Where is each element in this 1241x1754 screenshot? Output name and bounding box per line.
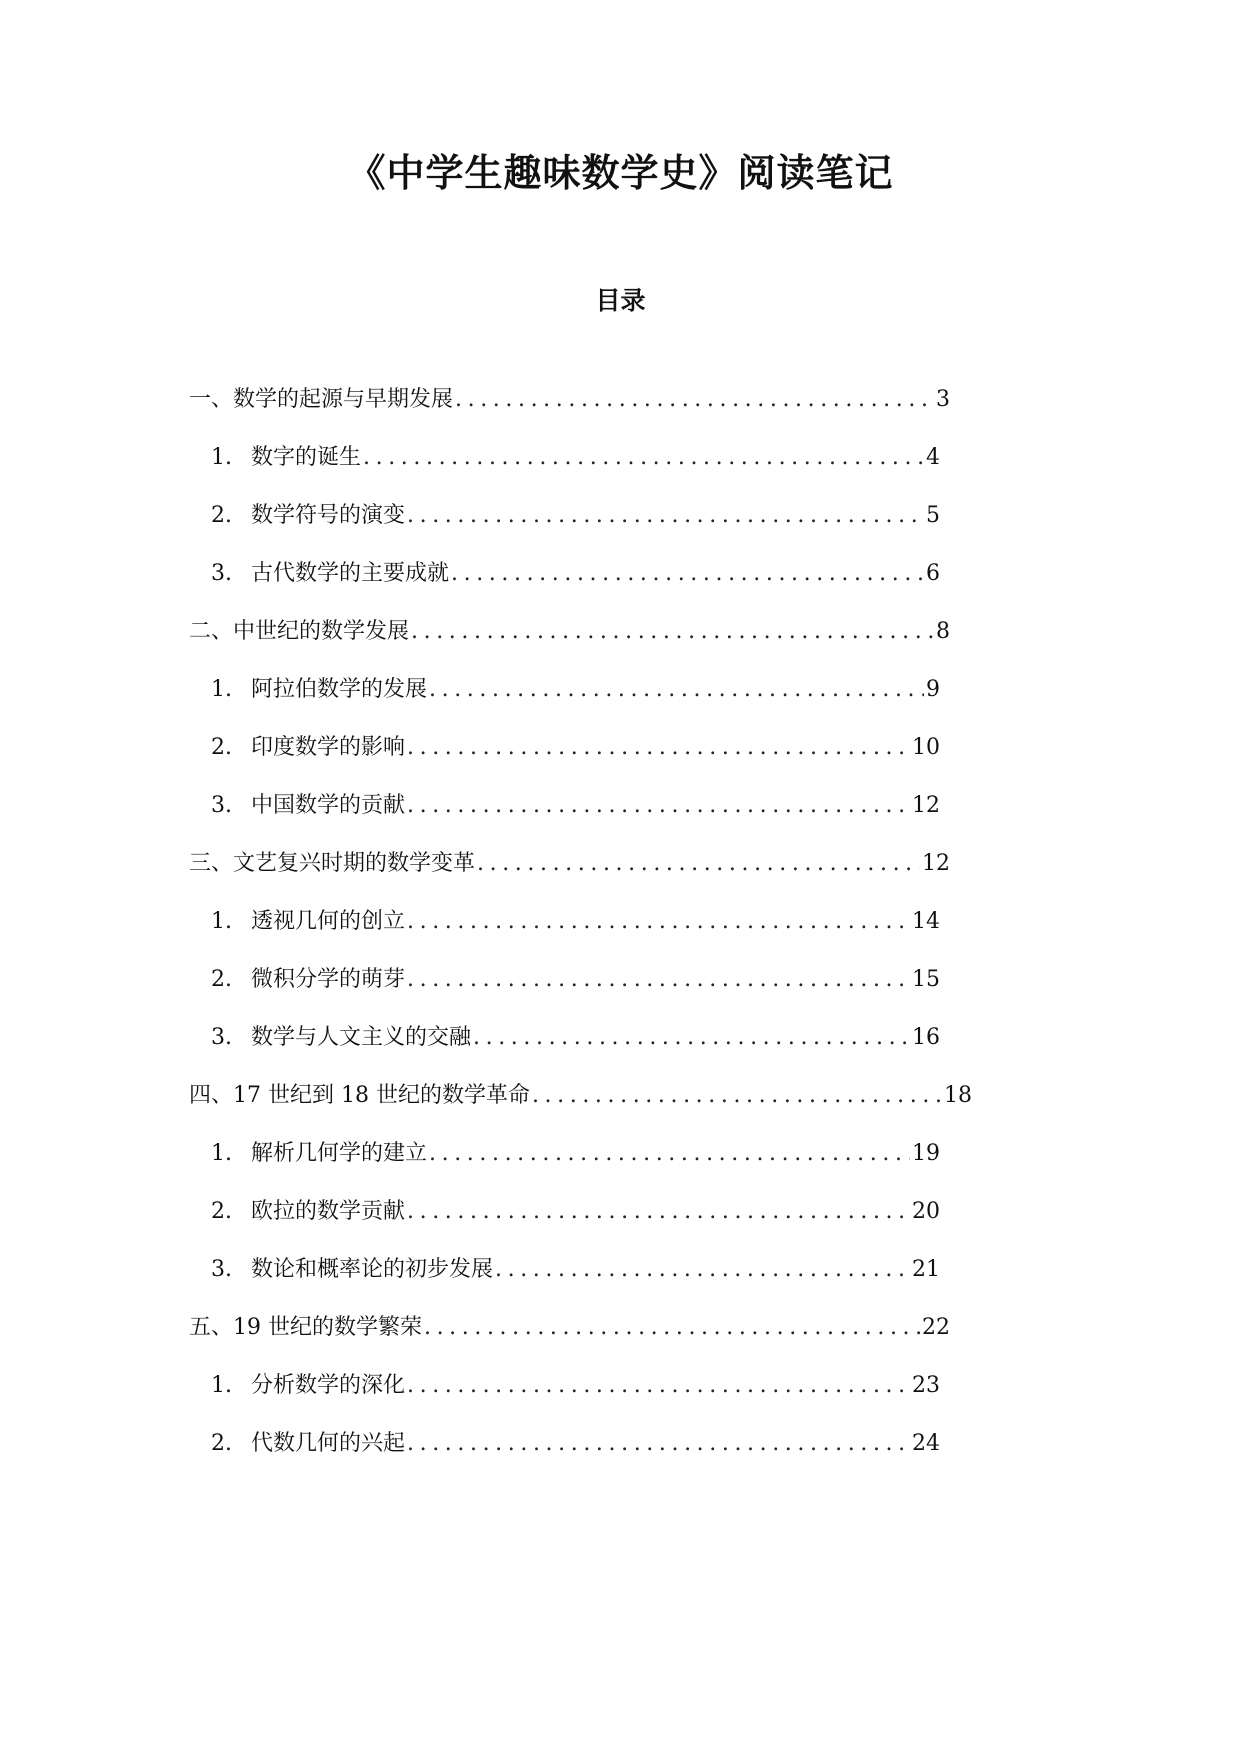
toc-entry-label: 阿拉伯数学的发展	[251, 677, 428, 702]
dot-leader	[451, 556, 924, 592]
toc-entry-label: 解析几何学的建立	[251, 1141, 428, 1166]
toc-entry-page: 3	[936, 387, 950, 412]
toc-section-entry[interactable]	[189, 614, 950, 650]
toc-entry-label: 印度数学的影响	[251, 735, 406, 760]
toc-entry-page: 23	[912, 1373, 940, 1398]
toc-entry-page: 4	[926, 445, 940, 470]
dot-leader	[477, 846, 920, 882]
dot-leader	[407, 730, 910, 766]
toc-entry-page: 8	[936, 619, 950, 644]
toc-entry-page: 20	[912, 1199, 940, 1224]
toc-subsection-entry[interactable]	[211, 788, 940, 824]
toc-entry-label: 二、中世纪的数学发展	[189, 619, 410, 644]
dot-leader	[407, 498, 924, 534]
toc-entry-label: 数论和概率论的初步发展	[251, 1257, 494, 1282]
dot-leader	[407, 904, 910, 940]
toc-subsection-entry[interactable]	[211, 556, 940, 592]
toc-entry-label: 透视几何的创立	[251, 909, 406, 934]
toc-entry-label: 代数几何的兴起	[251, 1431, 406, 1456]
toc-subsection-entry[interactable]	[211, 730, 940, 766]
toc-entry-page: 18	[944, 1083, 972, 1108]
toc-subsection-entry[interactable]	[211, 1426, 940, 1462]
toc-section-entry[interactable]	[189, 1078, 972, 1114]
toc-subsection-entry[interactable]	[211, 904, 940, 940]
dot-leader	[363, 440, 924, 476]
dot-leader	[407, 1426, 910, 1462]
toc-entry-page: 12	[912, 793, 940, 818]
toc-subsection-entry[interactable]	[211, 1194, 940, 1230]
toc-entry-number: 2.	[211, 1199, 232, 1224]
toc-entry-page: 19	[912, 1141, 940, 1166]
toc-entry-number: 2.	[211, 967, 232, 992]
toc-section-entry[interactable]	[189, 382, 950, 418]
toc-entry-number: 1.	[211, 677, 232, 702]
toc-entry-label: 三、文艺复兴时期的数学变革	[189, 851, 476, 876]
toc-subsection-entry[interactable]	[211, 498, 940, 534]
toc-entry-page: 24	[912, 1431, 940, 1456]
toc-entry-number: 1.	[211, 1373, 232, 1398]
toc-entry-page: 12	[922, 851, 950, 876]
toc-entry-number: 1.	[211, 1141, 232, 1166]
toc-entry-label: 分析数学的深化	[251, 1373, 406, 1398]
toc-entry-page: 6	[926, 561, 940, 586]
toc-entry-page: 16	[912, 1025, 940, 1050]
dot-leader	[407, 788, 910, 824]
toc-section-entry[interactable]	[189, 1310, 950, 1346]
toc-entry-label: 数学与人文主义的交融	[251, 1025, 472, 1050]
dot-leader	[429, 672, 924, 708]
toc-subsection-entry[interactable]	[211, 1020, 940, 1056]
toc-entry-number: 2.	[211, 1431, 232, 1456]
toc-subsection-entry[interactable]	[211, 962, 940, 998]
toc-section-entry[interactable]	[189, 846, 950, 882]
toc-entry-label: 中国数学的贡献	[251, 793, 406, 818]
toc-entry-label: 四、17 世纪到 18 世纪的数学革命	[189, 1083, 530, 1108]
toc-entry-page: 10	[912, 735, 940, 760]
toc-entry-number: 2.	[211, 503, 232, 528]
toc-entry-label: 五、19 世纪的数学繁荣	[189, 1315, 422, 1340]
dot-leader	[407, 1194, 910, 1230]
dot-leader	[411, 614, 934, 650]
toc-entry-label: 一、数学的起源与早期发展	[189, 387, 454, 412]
document-title: 《中学生趣味数学史》阅读笔记	[347, 151, 894, 195]
toc-subsection-entry[interactable]	[211, 1252, 940, 1288]
toc-subsection-entry[interactable]	[211, 1136, 940, 1172]
toc-entry-label: 欧拉的数学贡献	[251, 1199, 406, 1224]
dot-leader	[429, 1136, 910, 1172]
toc-entry-number: 2.	[211, 735, 232, 760]
toc-entry-number: 3.	[211, 1025, 232, 1050]
toc-entry-page: 15	[912, 967, 940, 992]
toc-entry-number: 3.	[211, 793, 232, 818]
dot-leader	[455, 382, 934, 418]
toc-entry-label: 微积分学的萌芽	[251, 967, 406, 992]
toc-entry-label: 数学符号的演变	[251, 503, 406, 528]
dot-leader	[532, 1078, 942, 1114]
toc-subsection-entry[interactable]	[211, 440, 940, 476]
toc-entry-number: 1.	[211, 445, 232, 470]
toc-entry-label: 数字的诞生	[251, 445, 362, 470]
dot-leader	[424, 1310, 920, 1346]
toc-subsection-entry[interactable]	[211, 1368, 940, 1404]
dot-leader	[473, 1020, 910, 1056]
toc-entry-page: 14	[912, 909, 940, 934]
dot-leader	[407, 1368, 910, 1404]
toc-entry-page: 22	[922, 1315, 950, 1340]
toc-entry-label: 古代数学的主要成就	[251, 561, 450, 586]
toc-entry-page: 5	[926, 503, 940, 528]
toc-entry-number: 3.	[211, 1257, 232, 1282]
toc-heading: 目录	[595, 286, 646, 315]
toc-entry-number: 1.	[211, 909, 232, 934]
dot-leader	[495, 1252, 910, 1288]
toc-subsection-entry[interactable]	[211, 672, 940, 708]
dot-leader	[407, 962, 910, 998]
toc-entry-page: 9	[926, 677, 940, 702]
toc-entry-page: 21	[912, 1257, 940, 1282]
toc-entry-number: 3.	[211, 561, 232, 586]
